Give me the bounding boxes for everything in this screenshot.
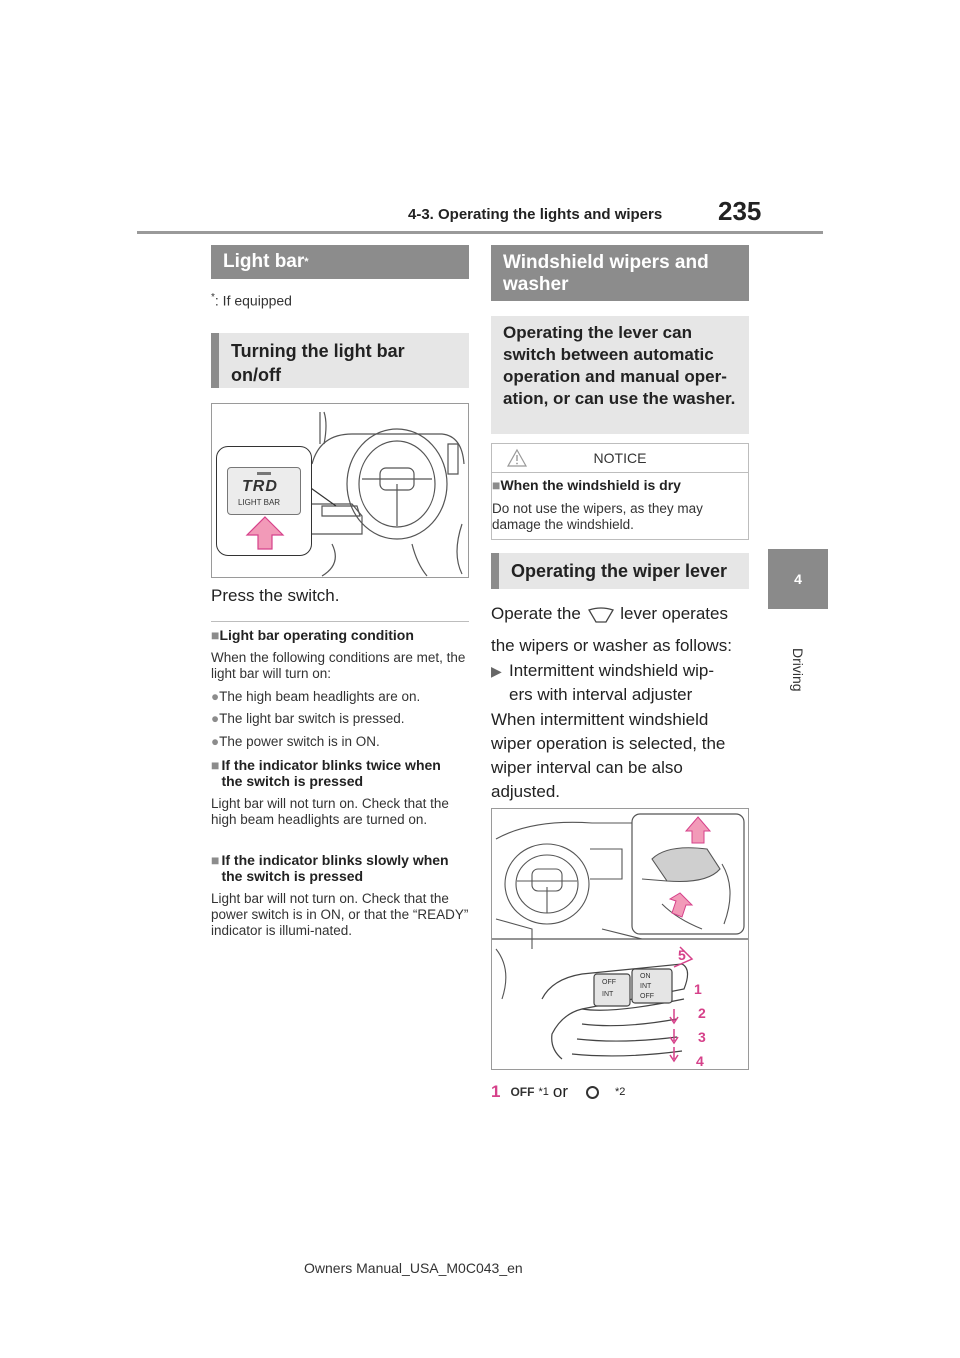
light-bar-callout [216,446,312,556]
lever-label: INT [602,991,614,998]
callout-5: 5 [678,947,686,963]
trd-logo-icon: TRD [242,478,278,495]
square-bullet-icon: ■ [492,477,501,493]
bullet-icon: ● [211,734,220,749]
note-heading: ■Light bar operating condition [211,627,414,643]
callout-4: 4 [696,1053,704,1069]
footer-text: Owners Manual_USA_M0C043_en [304,1260,523,1276]
lever-label: OFF [602,979,616,986]
note-text: Light bar will not turn on. Check that the power switch is in ON, or that the “READY” indicator is illumi-nated. [211,891,469,938]
bullet-icon: ● [211,711,220,726]
notice-heading: ■When the windshield is dry [492,477,681,493]
lever-label: OFF [640,993,654,1000]
list-item: ●The high beam headlights are on. [211,689,421,704]
body-paragraph: When intermittent windshield wiper operation is selected, the wiper interval can be also adjusted. [491,710,726,801]
header-rule [137,231,823,234]
note-text: Light bar will not turn on. Check that the high beam headlights are turned on. [211,796,449,827]
chapter-tab [768,549,828,609]
running-header: 4-3. Operating the lights and wipers [408,206,663,223]
off-label: OFF [510,1085,535,1099]
light-bar-switch [227,467,301,515]
note-text: When the following conditions are met, the light bar will turn on: [211,650,466,681]
square-bullet-icon: ■ [211,757,220,773]
list-item: ●The power switch is in ON. [211,734,380,749]
wiper-icon [586,606,616,624]
wiper-lever-figure [491,808,749,1070]
asterisk-mark: * [304,256,309,268]
chapter-label: Driving [790,648,806,692]
divider [211,621,469,622]
callout-3: 3 [698,1029,706,1045]
indicator-bar [257,472,271,475]
note-heading: ■ If the indicator blinks twice when the switch is pressed [211,757,441,789]
page-number: 235 [718,196,762,226]
circle-icon [586,1086,599,1099]
body-text: the wipers or washer as follows: [491,636,732,655]
lever-label: ON [640,973,651,980]
wiper-lever-subsection-title: Operating the wiper lever [491,553,749,589]
footnote: *: If equipped [211,292,292,309]
notice-box [491,443,749,540]
wiper-lever-illustration [492,809,748,1069]
note-heading: ■ If the indicator blinks slowly when the switch is pressed [211,852,449,884]
numbered-item-1: 1 OFF *1 or *2 [491,1082,626,1101]
square-bullet-icon: ■ [211,852,220,868]
light-bar-label: LIGHT BAR [238,498,281,507]
bullet-icon: ● [211,689,220,704]
lever-label: INT [640,983,652,990]
notice-text: Do not use the wipers, as they may damage the windshield. [492,501,703,532]
square-bullet-icon: ■ [211,627,220,643]
chapter-number: 4 [794,571,802,587]
list-item: ●The light bar switch is pressed. [211,711,405,726]
callout-2: 2 [698,1005,706,1021]
warning-icon [506,448,528,468]
arrow-right-icon: ▶ [491,663,502,679]
instruction-text: Press the switch. [211,586,340,605]
light-bar-section-title: Light bar * [211,245,469,279]
wipers-section-title: Windshield wipers and washer [491,245,749,301]
notice-header: NOTICE [492,444,748,473]
arrow-list-item: ▶ Intermittent windshield wip-ers with interval adjuster [491,659,749,707]
light-bar-subsection-title: Turning the light bar on/off [211,333,469,388]
body-text: Operate the lever operates [491,604,728,623]
light-bar-figure [211,403,469,578]
intro-box: Operating the lever can switch between automatic operation and manual oper-ation, or can use the washer. [491,316,749,434]
up-arrow-icon [245,515,285,551]
callout-1: 1 [694,981,702,997]
